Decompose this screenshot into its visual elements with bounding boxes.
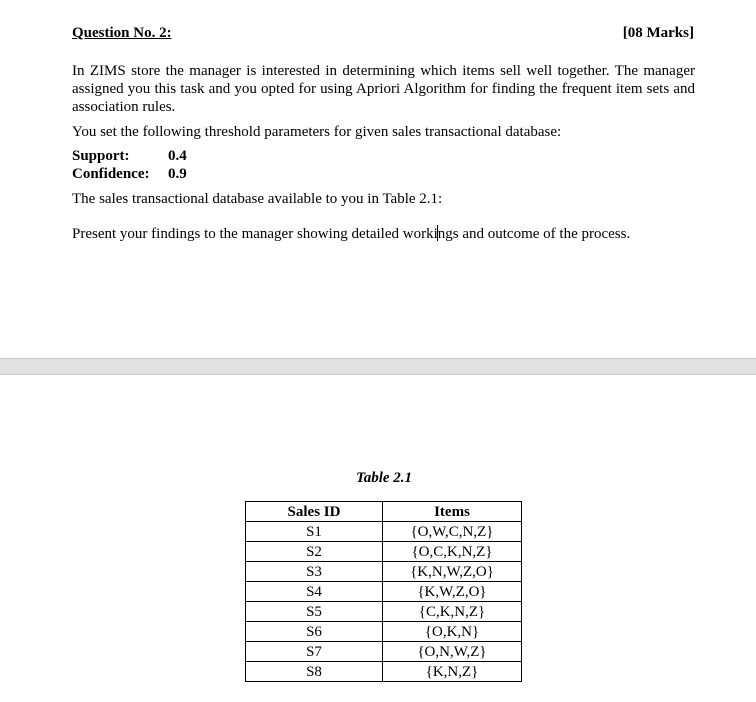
table-row	[246, 522, 522, 542]
sales-id-cell: S8	[246, 662, 383, 682]
items-cell: {O,K,N}	[383, 622, 522, 642]
support-row	[72, 148, 187, 165]
items-cell: {O,W,C,N,Z}	[383, 522, 522, 542]
sales-id-cell: S4	[246, 582, 383, 602]
intro-paragraph: In ZIMS store the manager is interested in determining which items sell well together. The manager assigned you this task and you opted for using Apriori Algorithm for finding the frequent item sets and association rules.	[72, 63, 695, 115]
header-sales-id: Sales ID	[246, 502, 383, 522]
sales-id-cell: S7	[246, 642, 383, 662]
sales-id-cell: S6	[246, 622, 383, 642]
question-marks: [08 Marks]	[622, 25, 694, 41]
table-row	[246, 582, 522, 602]
table-row	[246, 642, 522, 662]
items-cell: {O,N,W,Z}	[383, 642, 522, 662]
table-header-row	[246, 502, 522, 522]
threshold-paragraph: You set the following threshold parameters for given sales transactional database:	[72, 124, 562, 140]
sales-table	[245, 501, 522, 682]
support-label: Support:	[72, 148, 130, 164]
sales-id-cell: S3	[246, 562, 383, 582]
present-text-after: ngs and outcome of the process.	[437, 226, 631, 242]
confidence-label: Confidence:	[72, 166, 150, 182]
items-cell: {C,K,N,Z}	[383, 602, 522, 622]
present-paragraph[interactable]	[72, 225, 695, 243]
support-value: 0.4	[168, 148, 187, 164]
table-row	[246, 562, 522, 582]
question-title: Question No. 2:	[72, 25, 172, 41]
header-items: Items	[383, 502, 522, 522]
table-row	[246, 542, 522, 562]
page-separator	[0, 358, 756, 375]
present-text-before: Present your findings to the manager showing detailed worki	[72, 226, 438, 242]
sales-id-cell: S1	[246, 522, 383, 542]
items-cell: {K,N,Z}	[383, 662, 522, 682]
items-cell: {O,C,K,N,Z}	[383, 542, 522, 562]
database-paragraph: The sales transactional database available to you in Table 2.1:	[72, 191, 443, 207]
table-caption: Table 2.1	[355, 470, 413, 486]
confidence-value: 0.9	[168, 166, 187, 182]
table-row	[246, 622, 522, 642]
document-page-2	[0, 375, 756, 702]
confidence-row	[72, 166, 187, 183]
items-cell: {K,N,W,Z,O}	[383, 562, 522, 582]
sales-id-cell: S5	[246, 602, 383, 622]
sales-id-cell: S2	[246, 542, 383, 562]
items-cell: {K,W,Z,O}	[383, 582, 522, 602]
table-row	[246, 602, 522, 622]
table-row	[246, 662, 522, 682]
